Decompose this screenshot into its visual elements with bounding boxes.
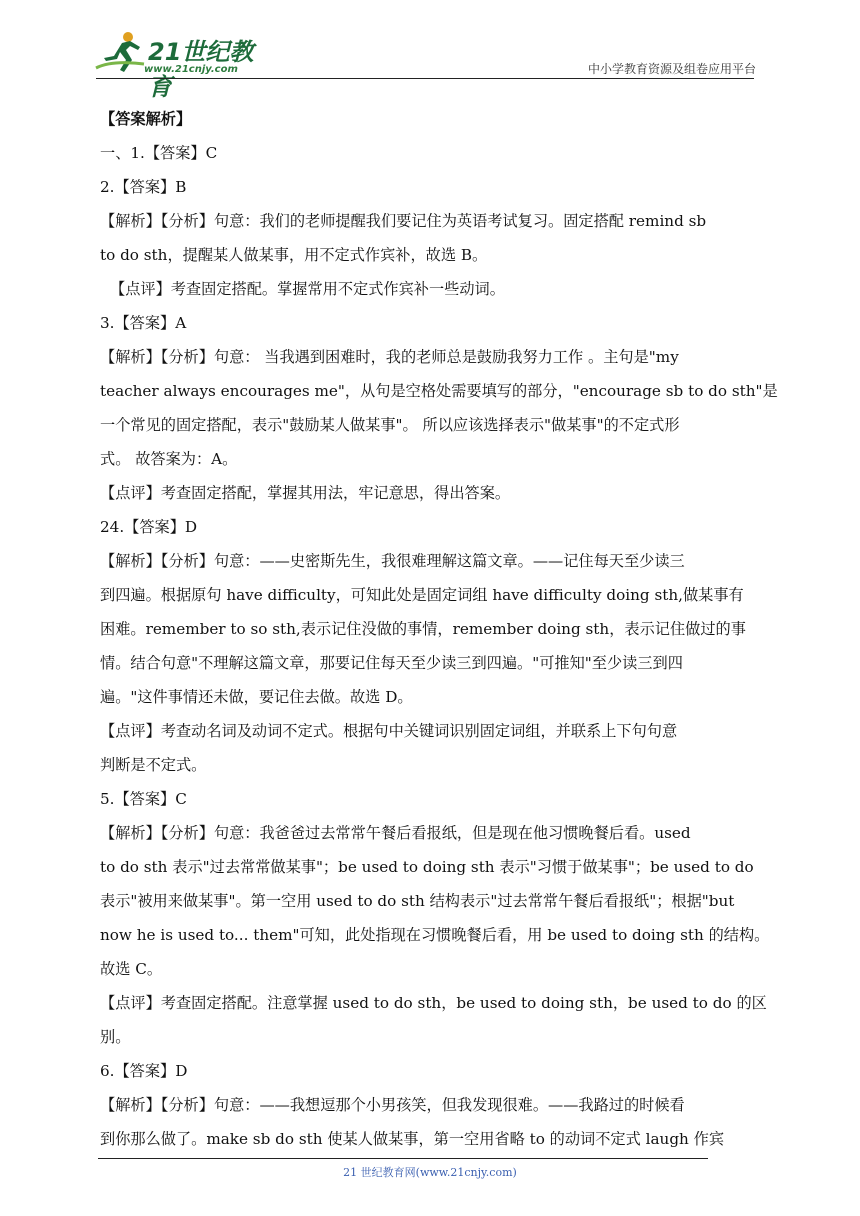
text-line: 2.【答案】B bbox=[100, 178, 187, 196]
text-line: 【解析】【分析】句意：我爸爸过去常常午餐后看报纸，但是现在他习惯晚餐后看。used bbox=[100, 824, 691, 842]
text-line: 【解析】【分析】句意： 当我遇到困难时，我的老师总是鼓励我努力工作 。主句是"my bbox=[100, 348, 679, 366]
site-logo[interactable] bbox=[92, 30, 262, 101]
text-line: 式。 故答案为：A。 bbox=[100, 450, 238, 468]
text-line: 情。结合句意"不理解这篇文章，那要记住每天至少读三到四遍。"可推知"至少读三到四 bbox=[100, 654, 683, 672]
text-line: 表示"被用来做某事"。第一空用 used to do sth 结构表示"过去常常午餐后看报纸"；根据"but bbox=[100, 892, 735, 910]
text-line: 24.【答案】D bbox=[100, 518, 198, 536]
text-line: 到你那么做了。make sb do sth 使某人做某事，第一空用省略 to 的动词不定式 laugh 作宾 bbox=[100, 1130, 725, 1148]
answer-lines bbox=[100, 136, 778, 1156]
text-line: 【解析】【分析】句意：——史密斯先生，我很难理解这篇文章。——记住每天至少读三 bbox=[100, 552, 685, 570]
text-line: 5.【答案】C bbox=[100, 790, 187, 808]
text-line: 到四遍。根据原句 have difficulty，可知此处是固定词组 have difficulty doing sth,做某事有 bbox=[100, 586, 744, 604]
text-line: 3.【答案】A bbox=[100, 314, 187, 332]
text-line: 遍。"这件事情还未做，要记住去做。故选 D。 bbox=[100, 688, 413, 706]
answer-content bbox=[100, 102, 778, 1156]
runner-logo-icon bbox=[92, 30, 148, 76]
footer-divider bbox=[98, 1158, 708, 1159]
platform-title: 中小学教育资源及组卷应用平台 bbox=[587, 62, 756, 76]
text-line: 【点评】考查固定搭配。掌握常用不定式作宾补一些动词。 bbox=[110, 280, 505, 298]
text-line: 困难。remember to so sth,表示记住没做的事情，remember doing sth，表示记住做过的事 bbox=[100, 620, 746, 638]
text-line: to do sth 表示"过去常常做某事"；be used to doing sth 表示"习惯于做某事"；be used to do bbox=[100, 858, 754, 876]
text-line: 【解析】【分析】句意：我们的老师提醒我们要记住为英语考试复习。固定搭配 remind sb bbox=[100, 212, 707, 230]
text-line: 【点评】考查固定搭配，掌握其用法，牢记意思，得出答案。 bbox=[100, 484, 511, 502]
text-line: 【解析】【分析】句意：——我想逗那个小男孩笑，但我发现很难。——我路过的时候看 bbox=[100, 1096, 685, 1114]
text-line: 6.【答案】D bbox=[100, 1062, 188, 1080]
text-line: 故选 C。 bbox=[100, 960, 163, 978]
section-title: 【答案解析】 bbox=[100, 110, 192, 128]
text-line: 【点评】考查固定搭配。注意掌握 used to do sth，be used to doing sth，be used to do 的区 bbox=[100, 994, 767, 1012]
text-line: 别。 bbox=[100, 1028, 131, 1046]
footer-link[interactable]: 21 世纪教育网(www.21cnjy.com) bbox=[343, 1166, 517, 1179]
text-line: now he is used to... them"可知，此处指现在习惯晚餐后看，用 be used to doing sth 的结构。 bbox=[100, 926, 770, 944]
text-line: 一个常见的固定搭配，表示"鼓励某人做某事"。 所以应该选择表示"做某事"的不定式形 bbox=[100, 416, 680, 434]
text-line: 【点评】考查动名词及动词不定式。根据句中关键词识别固定词组，并联系上下句句意 bbox=[100, 722, 678, 740]
text-line: to do sth，提醒某人做某事，用不定式作宾补，故选 B。 bbox=[100, 246, 488, 264]
text-line: 一、1.【答案】C bbox=[100, 144, 218, 162]
logo-sub-text: www.21cnjy.com bbox=[144, 64, 238, 75]
page-header bbox=[0, 0, 860, 101]
text-line: 判断是不定式。 bbox=[100, 756, 207, 774]
text-line: teacher always encourages me"，从句是空格处需要填写的部分，"encourage sb to do sth"是 bbox=[100, 382, 778, 400]
header-divider bbox=[96, 78, 754, 79]
logo-main-text: 21世纪教育 bbox=[148, 38, 254, 101]
